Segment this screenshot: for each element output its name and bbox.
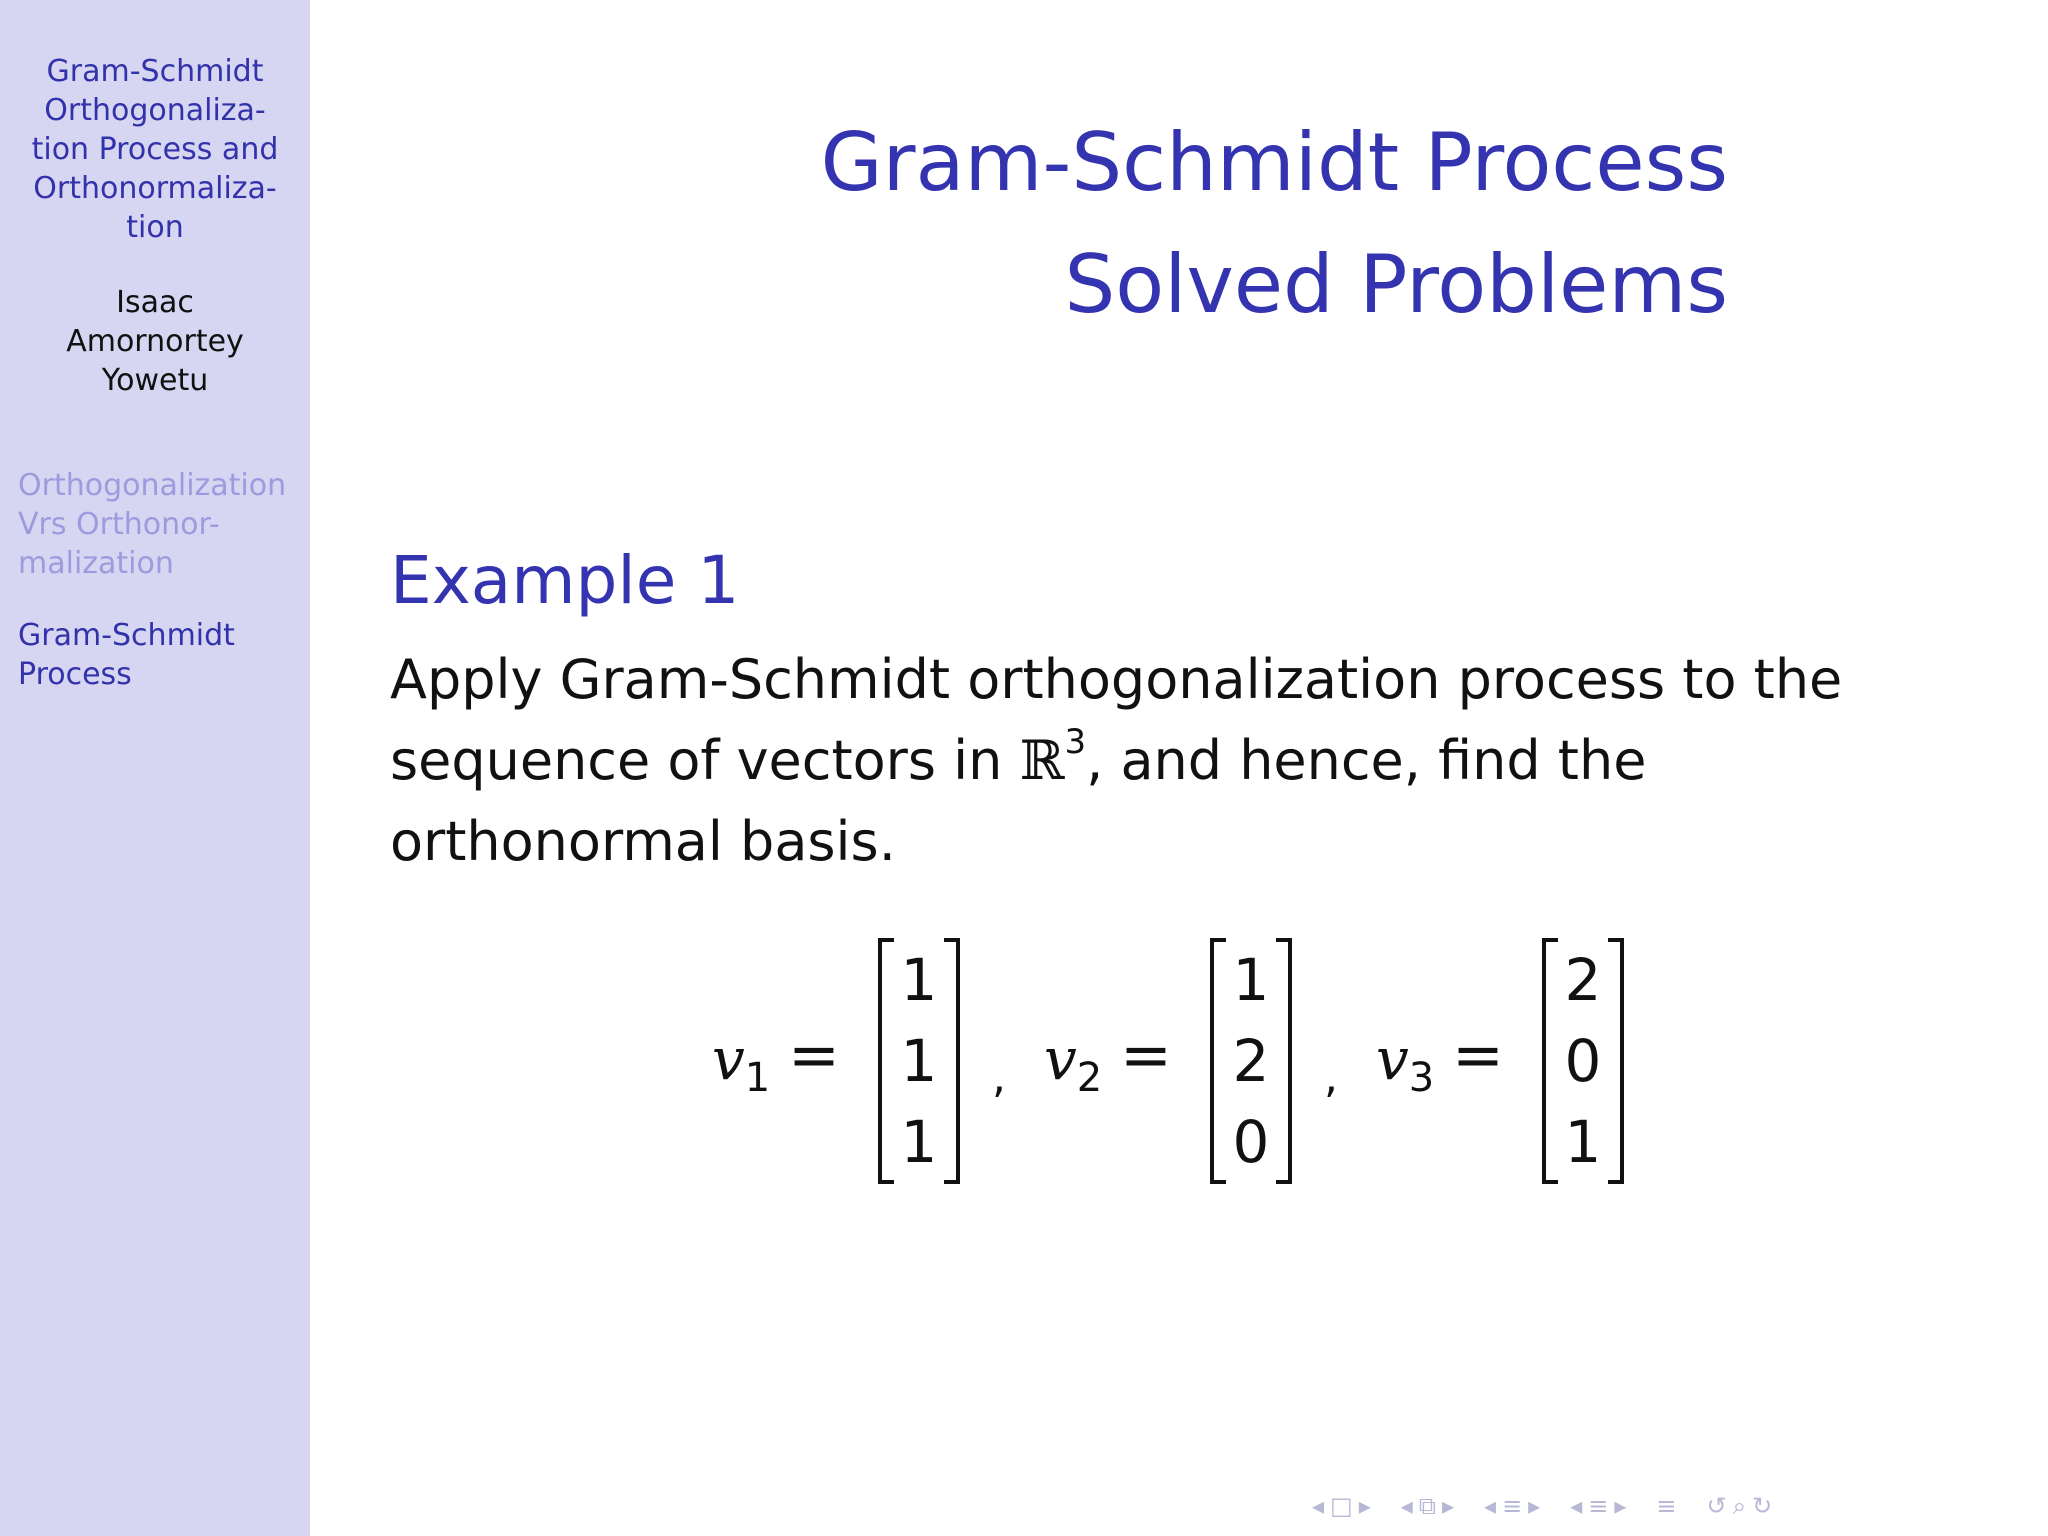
vector-matrix	[1542, 938, 1624, 1180]
vector-matrix	[1210, 938, 1292, 1180]
title-line: Orthogonaliza-	[44, 93, 266, 128]
frame-subtitle: Solved Problems	[1064, 238, 1728, 331]
example-text-line: orthonormal basis.	[390, 810, 896, 873]
navigation-bar	[1312, 1488, 1772, 1524]
vector-label: $v_2$	[1044, 1025, 1103, 1101]
forward-icon[interactable]: ↻	[1752, 1492, 1773, 1520]
vector-label: $v_1$	[712, 1025, 771, 1101]
prev-frame-icon[interactable]: ◂	[1312, 1492, 1325, 1520]
next-part-icon[interactable]: ▸	[1614, 1492, 1627, 1520]
vector-label: $v_3$	[1376, 1025, 1435, 1101]
back-icon[interactable]: ↺	[1706, 1492, 1727, 1520]
separator-comma: ,	[1324, 1052, 1338, 1103]
section-icon[interactable]: ≡	[1502, 1492, 1523, 1520]
document-icon[interactable]: ≡	[1656, 1492, 1677, 1520]
subsection-icon[interactable]: ⧉	[1418, 1492, 1436, 1520]
matrix-entry: 2	[1232, 1027, 1270, 1095]
matrix-entry: 1	[900, 1027, 938, 1095]
sidebar-section-gram-schmidt[interactable]: Gram-Schmidt Process	[18, 618, 235, 692]
title-line: tion Process and	[31, 132, 279, 167]
equals-sign: =	[1452, 1018, 1504, 1091]
frame-icon[interactable]: □	[1330, 1492, 1353, 1520]
title-line: tion	[126, 210, 184, 245]
prev-section-icon[interactable]: ◂	[1484, 1492, 1497, 1520]
matrix-entry: 1	[1232, 946, 1270, 1014]
sidebar-section-orthogonalization[interactable]: Orthogonalization Vrs Orthonor- malization	[18, 468, 287, 581]
frame-title: Gram-Schmidt Process	[820, 116, 1728, 209]
prev-part-icon[interactable]: ◂	[1570, 1492, 1583, 1520]
title-line: Orthonormaliza-	[33, 171, 277, 206]
next-frame-icon[interactable]: ▸	[1358, 1492, 1371, 1520]
real-space-symbol: ℝ	[1019, 729, 1065, 792]
vector-matrix	[878, 938, 960, 1180]
example-text-line	[390, 721, 1646, 801]
matrix-entry: 2	[1564, 946, 1602, 1014]
prev-subsection-icon[interactable]: ◂	[1400, 1492, 1413, 1520]
example-title: Example 1	[390, 542, 740, 619]
matrix-entry: 1	[900, 1108, 938, 1176]
author-name	[0, 283, 310, 400]
equals-sign: =	[1120, 1018, 1172, 1091]
title-line: Gram-Schmidt	[46, 54, 264, 89]
matrix-entry: 0	[1564, 1027, 1602, 1095]
search-icon[interactable]: ⌕	[1732, 1492, 1747, 1520]
part-icon[interactable]: ≡	[1588, 1492, 1609, 1520]
dimension-exponent: 3	[1064, 722, 1087, 762]
matrix-entry: 1	[900, 946, 938, 1014]
matrix-entry: 0	[1232, 1108, 1270, 1176]
author-line: Amornortey	[66, 324, 244, 359]
example-text-line: Apply Gram-Schmidt orthogonalization process to the	[390, 648, 1843, 711]
author-line: Isaac	[116, 285, 194, 320]
example-text: sequence of vectors in	[390, 729, 1020, 792]
matrix-entry: 1	[1564, 1108, 1602, 1176]
next-subsection-icon[interactable]: ▸	[1441, 1492, 1455, 1520]
author-line: Yowetu	[101, 363, 209, 398]
next-section-icon[interactable]: ▸	[1528, 1492, 1541, 1520]
sidebar	[0, 0, 310, 1536]
example-text: , and hence, find the	[1086, 729, 1647, 792]
presentation-title-link[interactable]	[0, 52, 310, 247]
equals-sign: =	[788, 1018, 840, 1091]
separator-comma: ,	[992, 1052, 1006, 1103]
